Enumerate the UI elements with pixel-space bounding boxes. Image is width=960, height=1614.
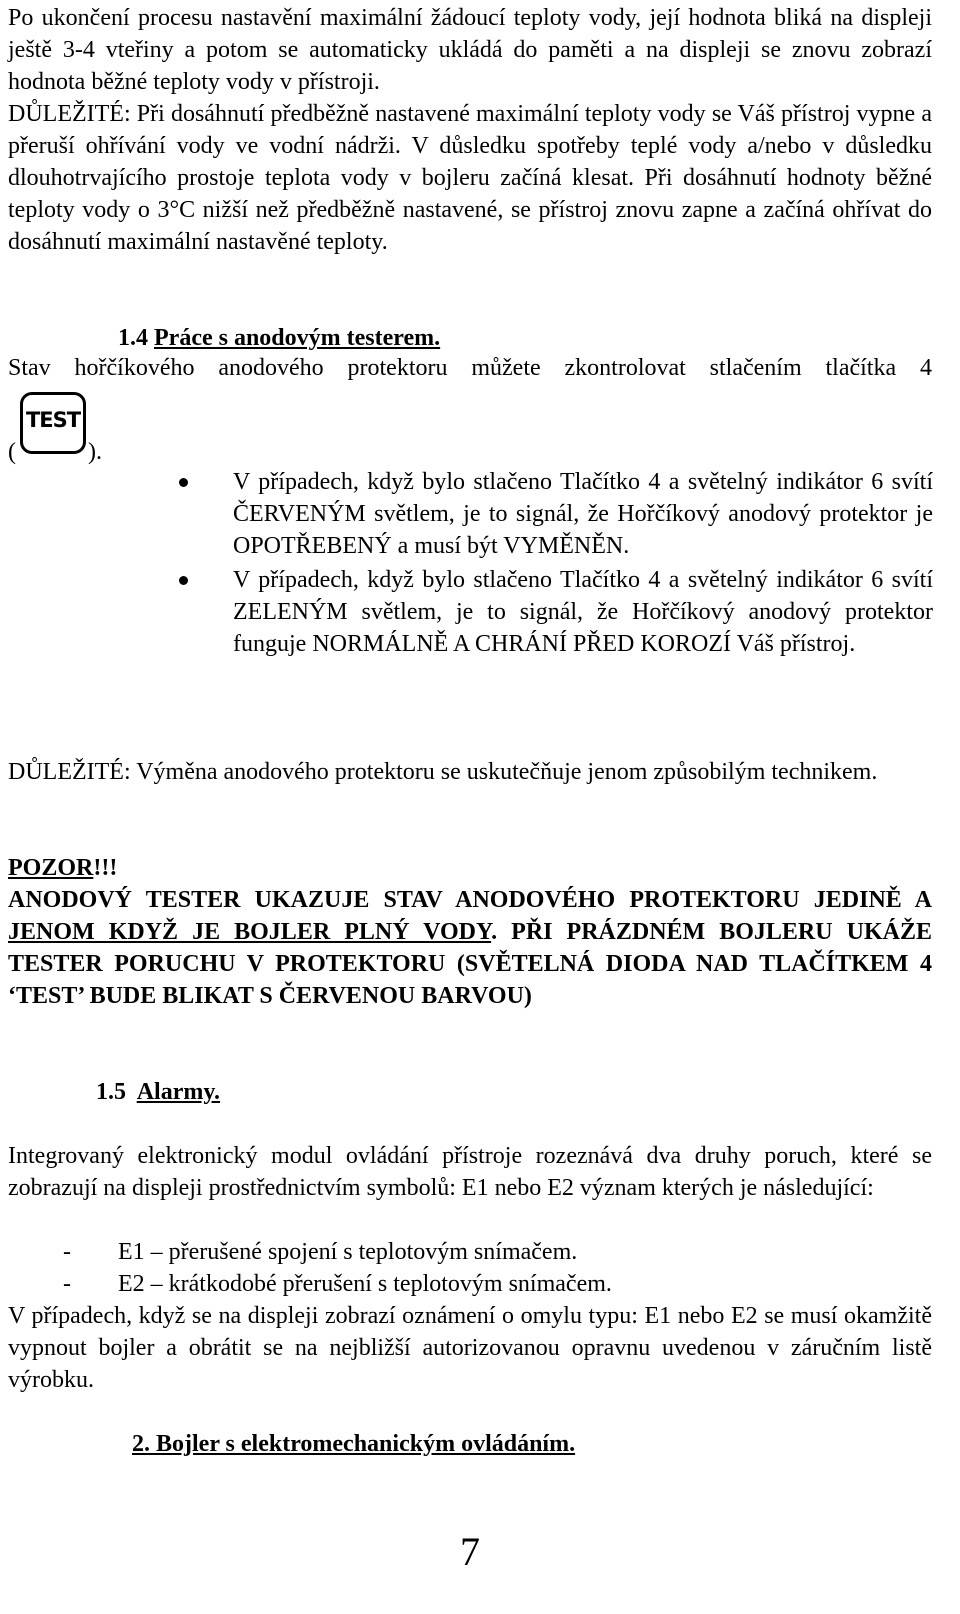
section-number: 1.4 <box>118 325 148 351</box>
section-title: Alarmy. <box>136 1079 221 1105</box>
warning-title-suffix: !!! <box>93 855 118 881</box>
section-title: 2. Bojler s elektromechanickým ovládáním. <box>132 1431 576 1457</box>
list-item-green <box>173 564 933 660</box>
warning-title <box>8 852 932 884</box>
warning-title-text: POZOR <box>8 855 94 881</box>
test-button-label: TEST <box>25 408 81 432</box>
paragraph-alarm-intro: Integrovaný elektronický modul ovládání přístroje rozeznává dva druhy poruch, které se zobrazují na displeji prostřednictvím symbolů: E1 nebo E2 význam kterých je následující: <box>8 1143 932 1201</box>
list-item-text: V případech, když bylo stlačeno Tlačítko 4 a světelný indikátor 6 svítí ČERVENÝM světlem, je to signál, že Hořčíkový anodový protektor je OPOTŘEBENÝ a musí být VYMĚNĚN. <box>233 469 933 559</box>
paren-close: ). <box>88 439 102 465</box>
warning-text-a: ANODOVÝ TESTER UKAZUJE STAV ANODOVÉHO PROTEKTORU JEDINĚ A <box>8 887 932 913</box>
warning-text <box>8 884 932 1012</box>
paragraph-display-save: Po ukončení procesu nastavění maximální žádoucí teploty vody, její hodnota bliká na displeji ještě 3-4 vteřiny a potom se automaticky ukládá do paměti a na displeji se znovu zobrazí hodnota běžné teploty vody v přístroji. <box>8 5 932 95</box>
list-item-text: E2 – krátkodobé přerušení s teplotovým snímačem. <box>118 1271 612 1297</box>
test-button-icon <box>20 392 86 454</box>
alarm-list <box>8 1236 932 1300</box>
list-dash: - <box>63 1271 71 1297</box>
section-heading-1-4 <box>8 322 960 354</box>
list-item-text: E1 – přerušené spojení s teplotovým snímačem. <box>118 1239 578 1265</box>
bullet-dot-icon <box>179 478 188 487</box>
list-item-e2 <box>8 1268 932 1300</box>
paragraph-alarm-outro: V případech, když se na displeji zobrazí oznámení o omylu typu: E1 nebo E2 se musí okamžitě vypnout bojler a obrátit se na nejbližší autorizovanou opravnu uvedenou v záručním listě výrobku. <box>8 1303 932 1393</box>
list-dash: - <box>63 1239 71 1265</box>
list-item-e1 <box>8 1236 932 1268</box>
section-heading-2 <box>8 1428 960 1460</box>
page-number: 7 <box>460 1529 480 1574</box>
list-item-red <box>173 466 933 562</box>
list-item-text: V případech, když bylo stlačeno Tlačítko 4 a světelný indikátor 6 svítí ZELENÝM světlem, je to signál, že Hořčíkový anodový protektor funguje NORMÁLNĚ A CHRÁNÍ PŘED KOROZÍ Váš přístroj. <box>233 567 933 657</box>
bullet-dot-icon <box>179 576 188 585</box>
warning-text-b: . PŘI PRÁZDNÉM BOJLERU UKÁŽE TESTER PORUCHU V PROTEKTORU (SVĚTELNÁ DIODA NAD TLAČÍTKEM 4 ‘TEST’ BUDE BLIKAT S ČERVENOU BARVOU) <box>8 919 932 1009</box>
paragraph-important-temperature: DŮLEŽITÉ: Při dosáhnutí předběžně nastavené maximální teploty vody se Váš přístroj vypne a přeruší ohřívání vody ve vodní nádrži. V důsledku spotřeby teplé vody a/nebo v důsledku dlouhotrvajícího prostoje teplota vody v bojleru začíná klesat. Při dosáhnutí hodnoty běžné teploty vody o 3°C nižší než předběžně nastavené, se přístroj znovu zapne a začíná ohřívat do dosáhnutí maximální nastavěné teploty. <box>8 101 932 255</box>
warning-text-underlined: JENOM KDYŽ JE BOJLER PLNÝ VODY <box>8 919 492 945</box>
section-heading-1-5 <box>8 1076 960 1108</box>
section-title: Práce s anodovým testerem. <box>154 325 441 351</box>
tester-result-list <box>173 466 933 660</box>
paragraph-important-replacement: DŮLEŽITÉ: Výměna anodového protektoru se uskutečňuje jenom způsobilým technikem. <box>8 759 878 785</box>
paren-open: ( <box>8 439 16 465</box>
paragraph-tester-intro: Stav hořčíkového anodového protektoru můžete zkontrolovat stlačením tlačítka 4 <box>8 355 932 381</box>
section-number: 1.5 <box>96 1079 126 1105</box>
